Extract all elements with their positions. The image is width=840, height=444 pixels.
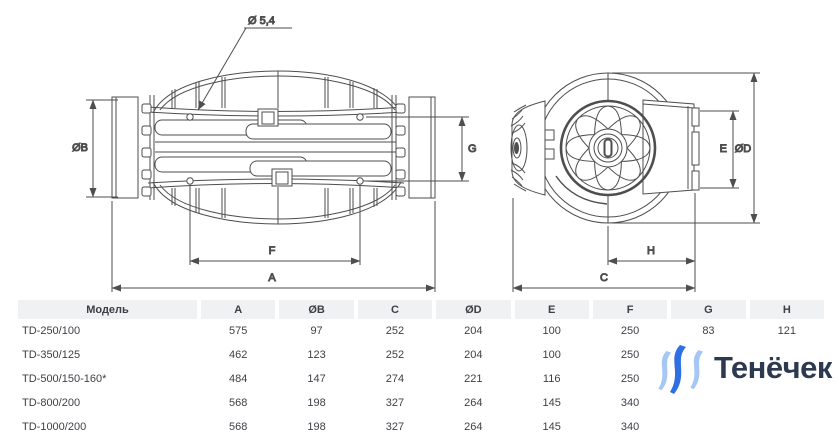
value-cell: 83 [702,325,715,337]
column-header: Модель [18,300,197,319]
logo-waves-icon [657,338,707,398]
value-cell: 198 [307,421,326,433]
column-header: E [515,300,589,319]
column-header: G [671,300,745,319]
wave-middle [670,345,686,394]
value-cell: 568 [229,421,248,433]
model-cell: TD-800/200 [22,397,81,409]
value-cell: 568 [229,397,248,409]
value-cell: 97 [310,325,323,337]
motor-cap [511,101,545,195]
column-header: ØD [436,300,510,319]
value-cell: 274 [385,373,405,385]
value-cell: 252 [385,349,405,361]
model-cell: TD-1000/200 [22,421,87,433]
table-row [18,415,824,439]
logo [657,338,832,398]
dim-F [190,185,360,265]
value-cell: 204 [464,325,483,337]
dim-B-label: ØB [72,142,88,154]
value-cell: 100 [542,349,561,361]
value-cell: 221 [464,373,483,385]
column-header: C [358,300,432,319]
dim-G-label: G [468,143,477,155]
value-cell: 250 [620,373,640,385]
table-header-row [18,300,824,319]
column-header: H [750,300,824,319]
value-cell: 123 [307,349,326,361]
value-cell: 462 [229,349,248,361]
value-cell: 575 [229,325,248,337]
value-cell: 340 [620,421,640,433]
value-cell: 145 [542,397,561,409]
value-cell: 198 [307,397,326,409]
value-cell: 340 [620,397,640,409]
wave-right [690,350,703,389]
value-cell: 204 [464,349,483,361]
value-cell: 145 [542,421,561,433]
value-cell: 484 [229,373,248,385]
value-cell: 250 [620,325,640,337]
column-header: A [201,300,275,319]
model-cell: TD-350/125 [22,349,81,361]
dim-E-label: E [719,143,727,155]
value-cell: 252 [385,325,405,337]
value-cell: 100 [542,325,561,337]
value-cell: 264 [464,421,483,433]
mounting-bracket [643,100,699,194]
dim-D-label: ØD [734,143,752,155]
logo-text: Тенёчек [714,350,832,385]
dim-H-label: H [647,245,655,257]
column-header: ØB [279,300,353,319]
value-cell: 264 [464,397,483,409]
dim-A-label: A [268,272,276,284]
value-cell: 250 [620,349,640,361]
value-cell: 327 [385,397,405,409]
dim-C-label: C [600,272,608,284]
front-view [511,73,699,223]
dim-F-label: F [268,245,276,257]
wave-left [658,351,671,390]
dim-B [72,100,118,197]
value-cell: 121 [777,325,796,337]
value-cell: 147 [307,373,326,385]
side-view [112,71,435,224]
column-header: F [593,300,667,319]
value-cell: 116 [542,373,561,385]
hole-callout-label: Ø 5,4 [248,15,275,27]
model-cell: TD-250/100 [22,325,81,337]
dim-E [700,111,739,188]
value-cell: 327 [385,421,405,433]
model-cell: TD-500/150-160* [22,373,107,385]
